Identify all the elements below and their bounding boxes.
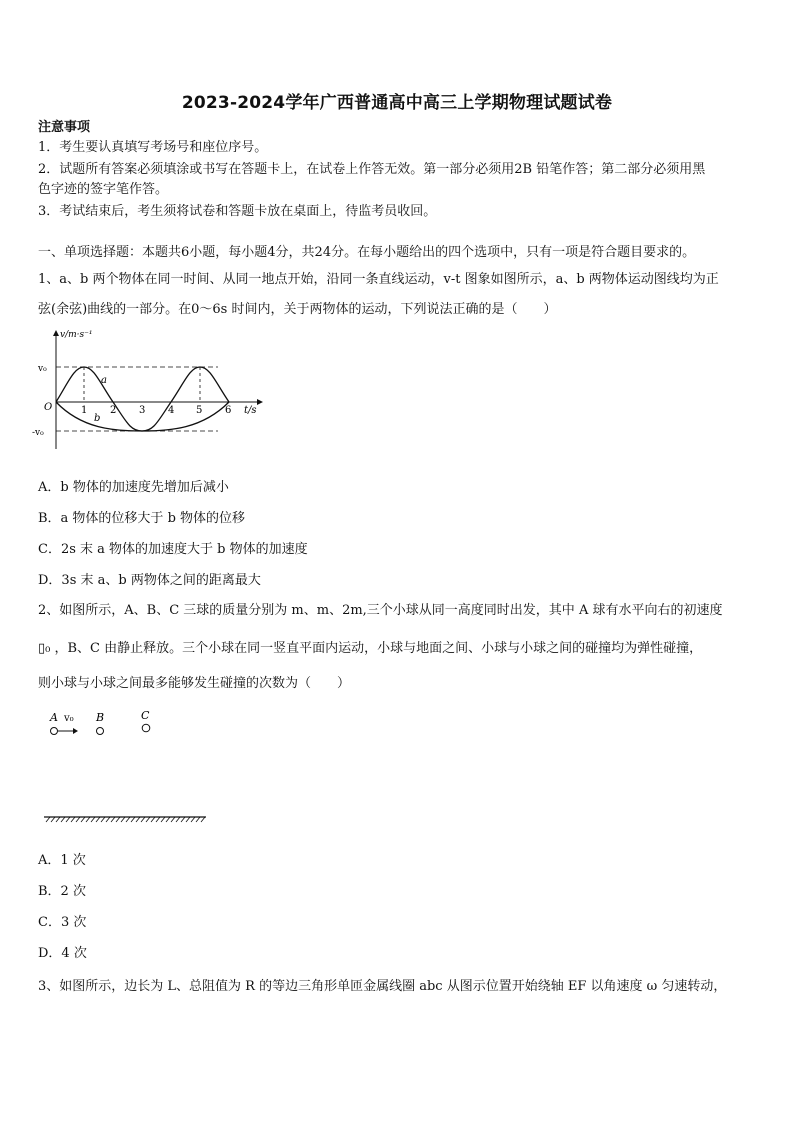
tick-label: 3 — [139, 405, 146, 416]
question-1-text: 弦(余弦)曲线的一部分。在0～6s 时间内，关于两物体的运动，下列说法正确的是（ ） — [38, 302, 557, 317]
ball-c-label: C — [141, 709, 150, 722]
curve-b-label: b — [94, 413, 101, 424]
tick-label: 4 — [168, 405, 175, 416]
q2-option-c: C．3 次 — [38, 915, 87, 930]
q2-option-b: B．2 次 — [38, 884, 86, 899]
notice-item: 2．试题所有答案必须填涂或书写在答题卡上，在试卷上作答无效。第一部分必须用2B 铅笔作答；第二部分必须用黑 — [38, 162, 706, 177]
v0-label: v₀ — [38, 364, 47, 374]
section-heading: 一、单项选择题：本题共6小题，每小题4分，共24分。在每小题给出的四个选项中，只有一项是符合题目要求的。 — [38, 245, 696, 260]
tick-label: 2 — [110, 405, 117, 416]
question-2-text: 则小球与小球之间最多能够发生碰撞的次数为（ ） — [38, 676, 351, 691]
ground-hatching — [46, 817, 205, 822]
origin-label: O — [44, 402, 53, 413]
question-3-text: 3、如图所示，边长为 L、总阻值为 R 的等边三角形单匝金属线圈 abc 从图示位置开始绕轴 EF 以角速度 ω 匀速转动， — [38, 979, 727, 994]
tick-label: 5 — [196, 405, 203, 416]
q1-option-d: D．3s 末 a、b 两物体之间的距离最大 — [38, 573, 261, 588]
question-1-text: 1、a、b 两个物体在同一时间、从同一地点开始，沿同一条直线运动，v-t 图象如图所示，a、b 两物体运动图线均为正 — [38, 272, 719, 287]
v0-label: v₀ — [64, 713, 74, 724]
balls-figure — [40, 705, 220, 835]
tick-label: 1 — [81, 405, 88, 416]
q1-option-c: C．2s 末 a 物体的加速度大于 b 物体的加速度 — [38, 542, 308, 557]
question-2-text: 2、如图所示，A、B、C 三球的质量分别为 m、m、2m,三个小球从同一高度同时出发，其中 A 球有水平向右的初速度 — [38, 603, 723, 618]
curve-a-label: a — [101, 375, 107, 386]
q1-option-b: B．a 物体的位移大于 b 物体的位移 — [38, 511, 246, 526]
notice-item: 色字迹的签字笔作答。 — [38, 182, 169, 197]
neg-v0-label: -v₀ — [32, 428, 44, 438]
q2-option-a: A．1 次 — [38, 853, 86, 868]
tick-label: 6 — [225, 405, 232, 416]
question-2-text: ▯₀ ，B、C 由静止释放。三个小球在同一竖直平面内运动，小球与地面之间、小球与小球之间的碰撞均为弹性碰撞， — [38, 641, 703, 656]
q2-option-d: D．4 次 — [38, 946, 87, 961]
ball-c — [142, 724, 150, 732]
vt-graph-figure — [30, 325, 270, 465]
velocity-arrowhead — [73, 728, 78, 734]
notice-item: 1．考生要认真填写考场号和座位序号。 — [38, 140, 268, 155]
page-title: 2023-2024学年广西普通高中高三上学期物理试题试卷 — [181, 93, 613, 113]
ball-a — [51, 728, 58, 735]
q1-option-a: A．b 物体的加速度先增加后减小 — [38, 480, 229, 495]
y-axis-label: v/m·s⁻¹ — [60, 330, 93, 340]
notice-item: 3．考试结束后，考生须将试卷和答题卡放在桌面上，待监考员收回。 — [38, 204, 437, 219]
x-axis-label: t/s — [244, 405, 257, 416]
ball-b — [97, 728, 104, 735]
ball-a-label: A — [50, 711, 58, 724]
notice-heading: 注意事项 — [38, 120, 91, 135]
ball-b-label: B — [96, 711, 105, 724]
